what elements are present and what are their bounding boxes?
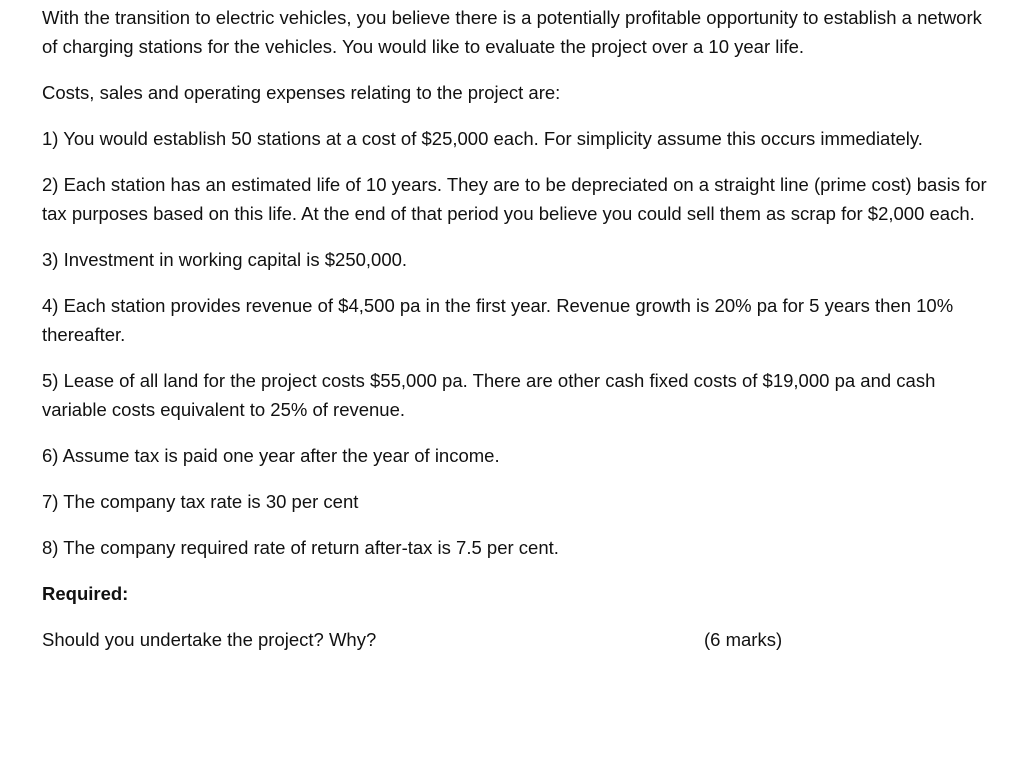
list-item: 4) Each station provides revenue of $4,500 pa in the first year. Revenue growth is 20% pa for 5 years then 10% thereafter. xyxy=(42,295,954,345)
list-item: 6) Assume tax is paid one year after the year of income. xyxy=(42,445,500,466)
question-text: Should you undertake the project? Why? xyxy=(42,629,377,650)
required-heading: Required: xyxy=(42,583,129,604)
costs-heading: Costs, sales and operating expenses relating to the project are: xyxy=(42,82,561,103)
question-row xyxy=(42,625,1002,654)
list-item: 7) The company tax rate is 30 per cent xyxy=(42,491,359,512)
intro-paragraph: With the transition to electric vehicles, you believe there is a potentially profitable opportunity to establish a network of charging stations for the vehicles. You would like to evaluate the project over a 10 year life. xyxy=(42,7,982,57)
list-item: 8) The company required rate of return after-tax is 7.5 per cent. xyxy=(42,537,559,558)
document-body xyxy=(42,3,1002,654)
list-item: 5) Lease of all land for the project costs $55,000 pa. There are other cash fixed costs of $19,000 pa and cash variable costs equivalent to 25% of revenue. xyxy=(42,370,936,420)
marks-label: (6 marks) xyxy=(704,629,783,650)
list-item: 3) Investment in working capital is $250,000. xyxy=(42,249,408,270)
list-item: 1) You would establish 50 stations at a cost of $25,000 each. For simplicity assume this occurs immediately. xyxy=(42,128,923,149)
list-item: 2) Each station has an estimated life of 10 years. They are to be depreciated on a straight line (prime cost) basis for tax purposes based on this life. At the end of that period you believe you could sell them as scrap for $2,000 each. xyxy=(42,174,987,224)
